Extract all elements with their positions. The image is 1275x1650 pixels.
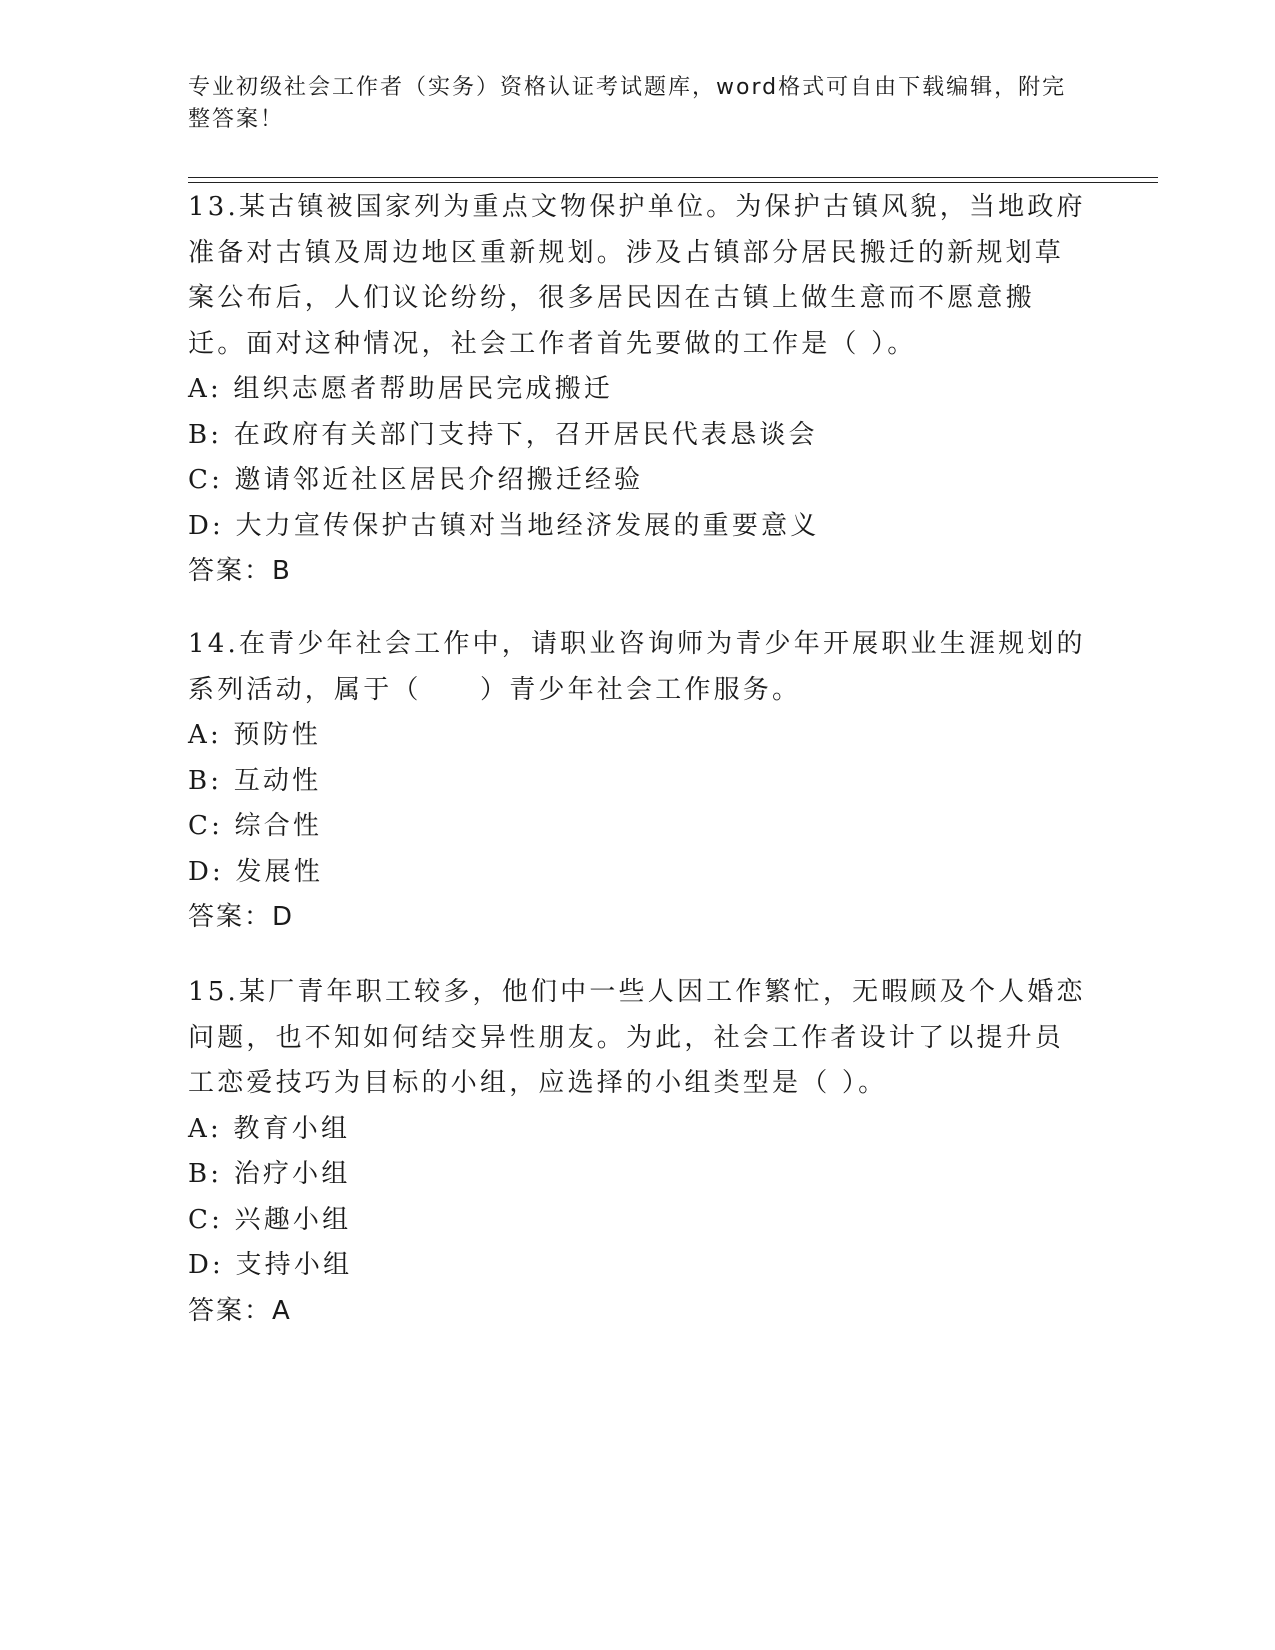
option-a: A: 教育小组 bbox=[188, 1113, 351, 1144]
option-a: A: 组织志愿者帮助居民完成搬迁 bbox=[188, 374, 614, 404]
question-14 bbox=[188, 622, 1088, 941]
option-d: D: 大力宣传保护古镇对当地经济发展的重要意义 bbox=[188, 510, 820, 541]
header-rule-top bbox=[188, 177, 1158, 178]
question-13 bbox=[188, 185, 1088, 595]
option-d: D: 发展性 bbox=[188, 856, 324, 887]
question-stem: 13.某古镇被国家列为重点文物保护单位。为保护古镇风貌，当地政府准备对古镇及周边地区重新规划。涉及占镇部分居民搬迁的新规划草案公布后，人们议论纷纷，很多居民因在古镇上做生意而不愿意搬迁。面对这种情况，社会工作者首先要做的工作是（ ）。 bbox=[188, 192, 1086, 359]
option-b: B: 治疗小组 bbox=[188, 1159, 351, 1189]
option-d: D: 支持小组 bbox=[188, 1250, 353, 1280]
header-rule-bottom bbox=[188, 182, 1158, 183]
option-a: A: 预防性 bbox=[188, 720, 322, 750]
option-c: C: 兴趣小组 bbox=[188, 1204, 352, 1235]
answer-label: 答案：D bbox=[188, 902, 295, 932]
question-15 bbox=[188, 970, 1088, 1334]
document-header: 专业初级社会工作者（实务）资格认证考试题库，word格式可自由下载编辑，附完整答案！ bbox=[188, 75, 1067, 132]
option-c: C: 综合性 bbox=[188, 811, 323, 841]
question-stem: 14.在青少年社会工作中，请职业咨询师为青少年开展职业生涯规划的系列活动，属于（ ）青少年社会工作服务。 bbox=[188, 629, 1086, 705]
answer-label: 答案：A bbox=[188, 1295, 292, 1326]
option-b: B: 在政府有关部门支持下，召开居民代表恳谈会 bbox=[188, 419, 818, 450]
question-stem: 15.某厂青年职工较多，他们中一些人因工作繁忙，无暇顾及个人婚恋问题，也不知如何结交异性朋友。为此，社会工作者设计了以提升员工恋爱技巧为目标的小组，应选择的小组类型是（ ）。 bbox=[188, 977, 1086, 1098]
answer-label: 答案：B bbox=[188, 556, 292, 586]
option-b: B: 互动性 bbox=[188, 765, 322, 796]
option-c: C: 邀请邻近社区居民介绍搬迁经验 bbox=[188, 465, 644, 495]
